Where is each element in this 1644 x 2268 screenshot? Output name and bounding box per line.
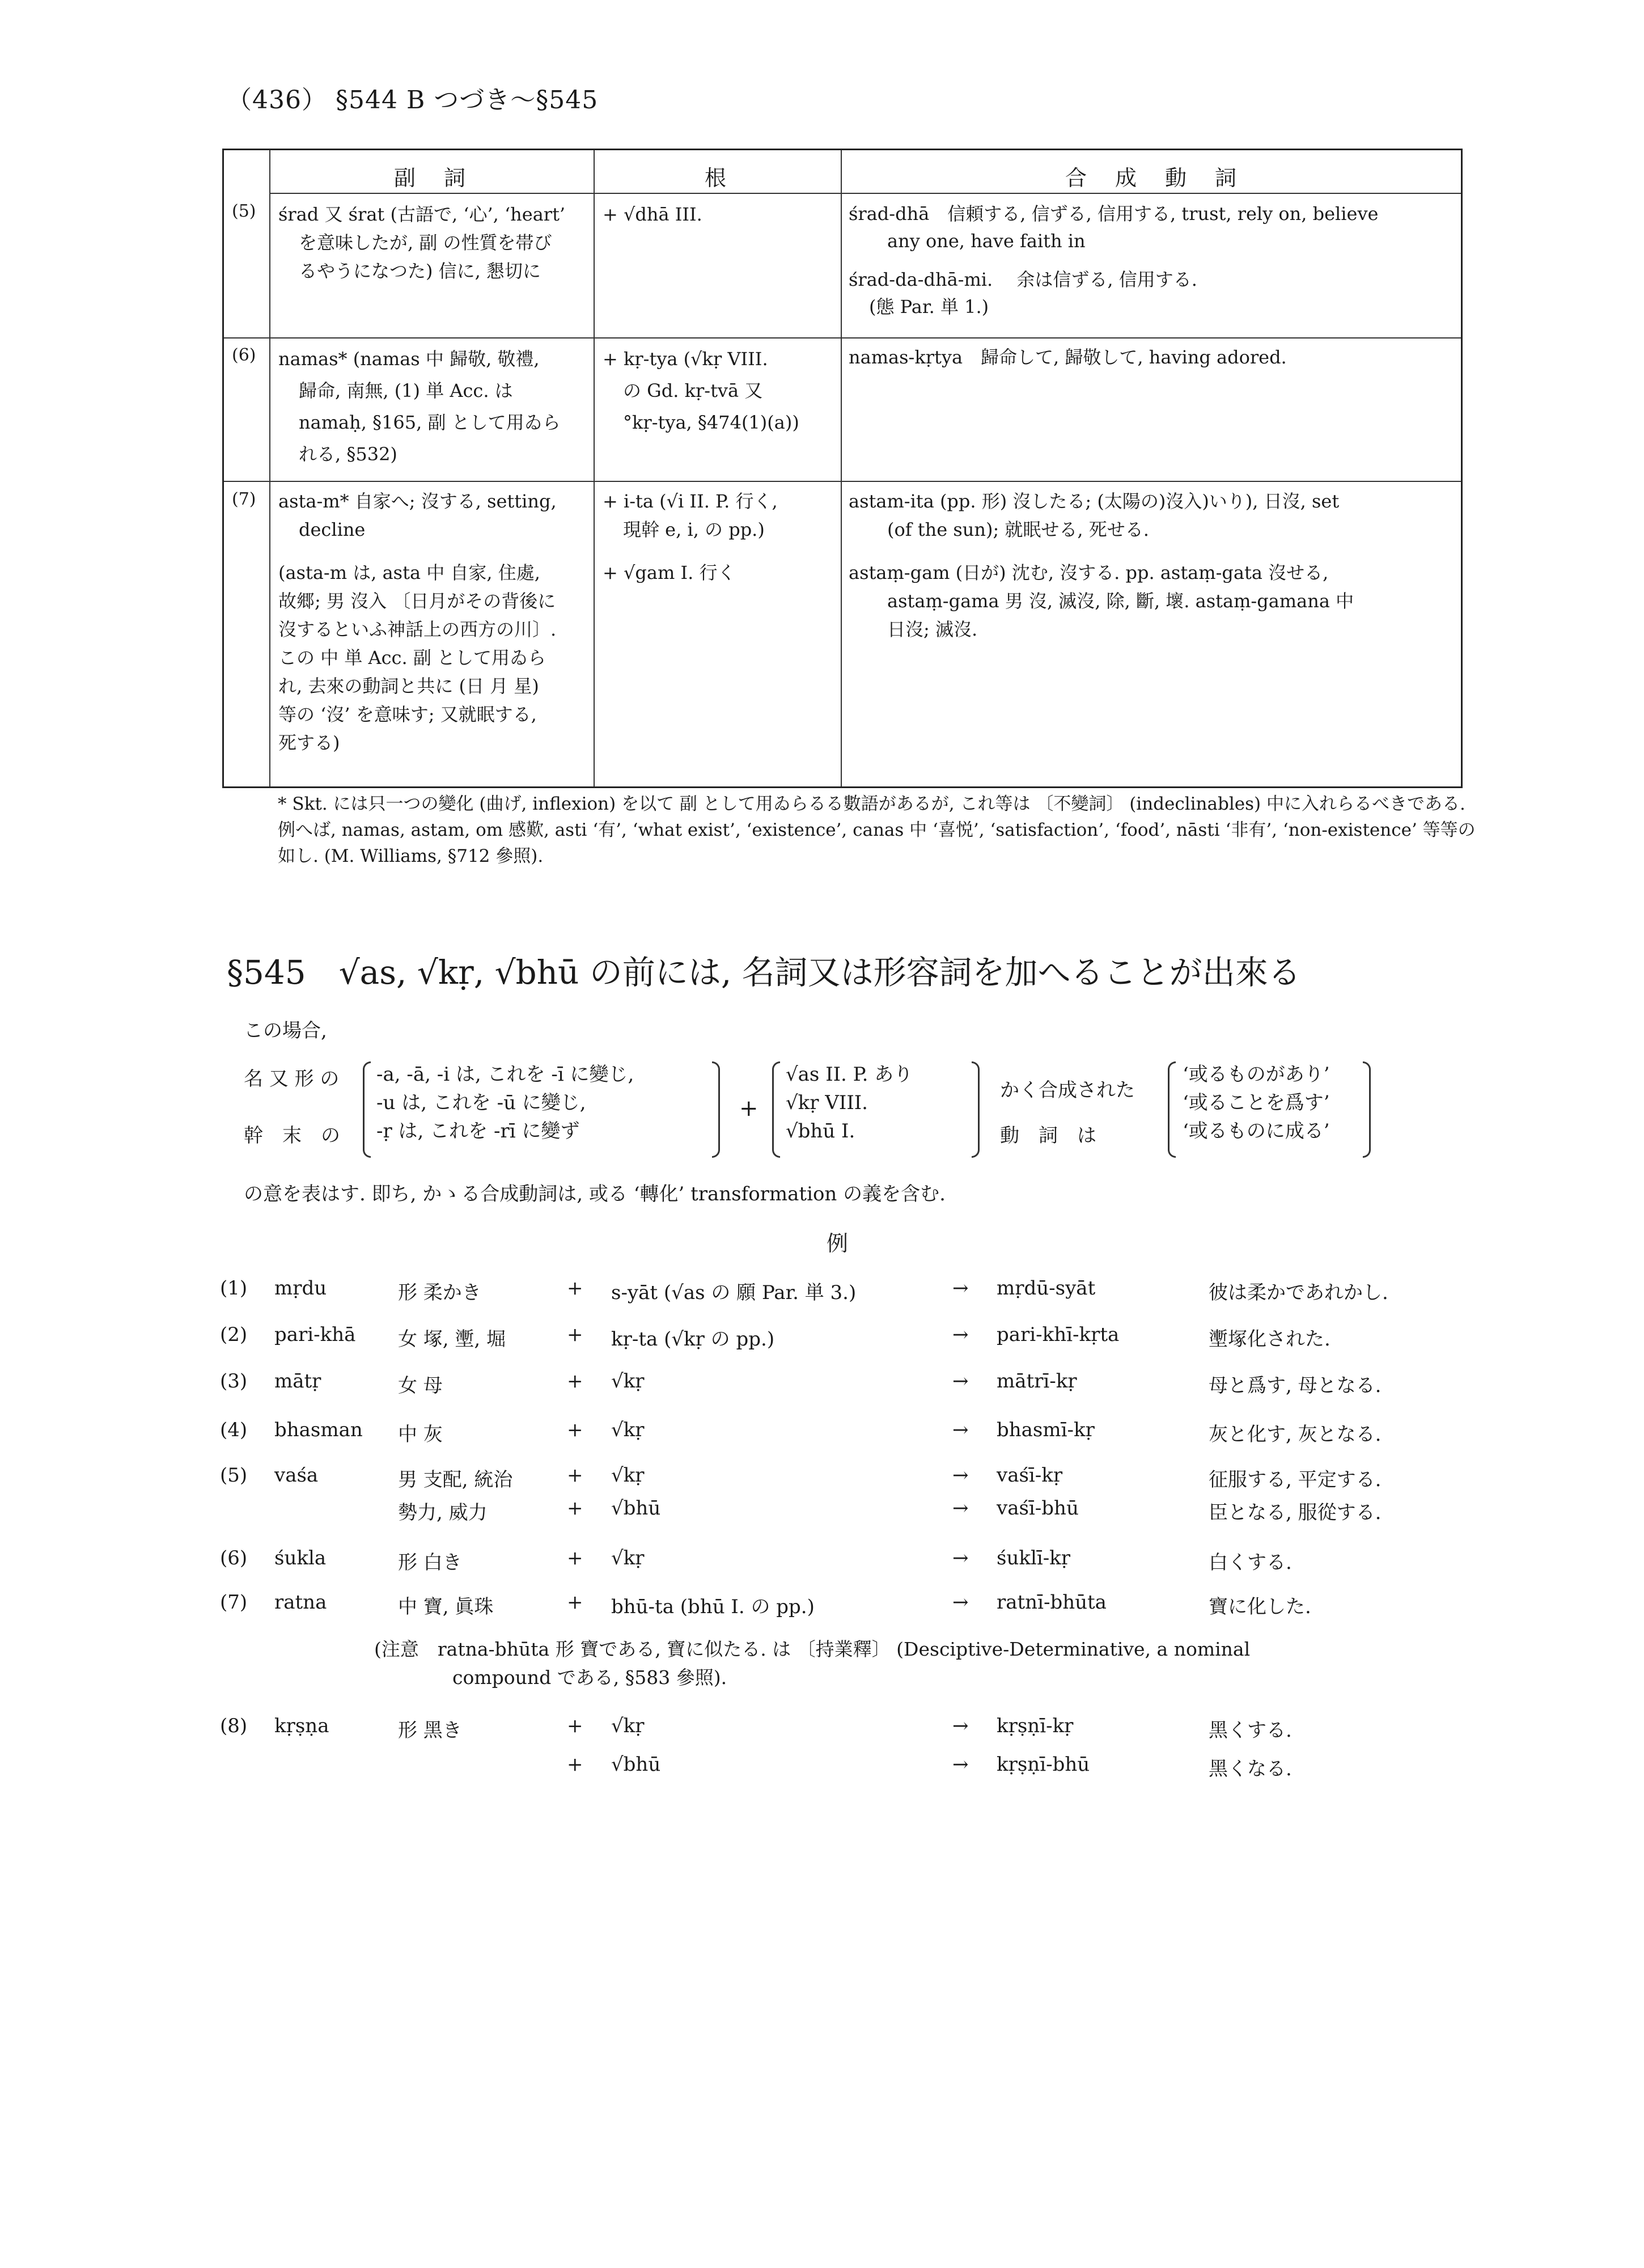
footnote: * Skt. には只一つの變化 (曲げ, inflexion) を以て 副 として用ゐらるる數語があるが, これ等は 〔不變詞〕 (indeclinables) 中に入れらるべきである. 例へば, namas, astam, om 感歎, asti ‘有’, ‘what exist’, ‘existence’, canas 中 ‘喜悦’, ‘satisfaction’, ‘food’, nāsti ‘非有’, ‘non-existence’ 等等の如し. (M. Williams, §712 參照).	[278, 794, 1476, 866]
text-line: √bhū I.	[786, 1120, 855, 1143]
example-number: (8)	[220, 1715, 248, 1737]
example-result: bhasmī-kṛ	[997, 1419, 1095, 1441]
arrow-icon: →	[952, 1591, 969, 1614]
text-line: 沒するといふ神話上の西方の川〕.	[278, 619, 557, 640]
text-line: この 中 単 Acc. 副 として用ゐら	[278, 647, 546, 668]
intro-text: この場合,	[244, 1019, 327, 1042]
table-col-divider	[594, 150, 595, 786]
plus-sign: +	[567, 1323, 583, 1346]
right-brace	[1363, 1061, 1371, 1158]
plus-sign: +	[567, 1715, 583, 1737]
example-word: vaśa	[274, 1464, 319, 1487]
spacer	[278, 544, 591, 558]
plus-sign: +	[567, 1591, 583, 1614]
table-row-divider	[224, 481, 1461, 482]
text-line: (of the sun); 就眠せる, 死せる.	[887, 519, 1149, 540]
example-word: śukla	[274, 1547, 327, 1569]
example-meaning: 征服する, 平定する.	[1209, 1469, 1382, 1491]
plus-sign: +	[567, 1419, 583, 1441]
text-line: decline	[299, 519, 366, 540]
text-line: + √dhā III.	[603, 204, 702, 225]
table-header-root: 根	[704, 166, 730, 191]
plus-sign: +	[567, 1370, 583, 1393]
example-gloss: 男 支配, 統治	[398, 1469, 513, 1491]
left-brace	[1168, 1061, 1176, 1158]
table-row-divider	[224, 337, 1461, 338]
examples-heading: 例	[827, 1231, 849, 1256]
example-result: mātrī-kṛ	[997, 1370, 1077, 1393]
row-number: (6)	[232, 345, 256, 365]
table-header-compound: 合 成 動 詞	[1065, 166, 1240, 191]
example-gloss: 中 寶, 眞珠	[398, 1596, 494, 1618]
text-line: + √gam I. 行く	[603, 562, 736, 583]
text-line: compound である, §583 參照).	[452, 1666, 727, 1689]
text-line: ‘或ることを爲す’	[1183, 1091, 1330, 1114]
example-meaning: 臣となる, 服從する.	[1209, 1501, 1382, 1524]
example-gloss: 勢力, 威力	[398, 1501, 488, 1524]
compound-cell	[849, 343, 1461, 371]
arrow-icon: →	[952, 1419, 969, 1441]
note	[374, 1635, 1474, 1692]
arrow-icon: →	[952, 1497, 969, 1520]
text-line: + kṛ-tya (√kṛ VIII.	[603, 348, 768, 370]
arrow-icon: →	[952, 1753, 969, 1776]
adverb-compound-table	[222, 149, 1463, 788]
text-line: (態 Par. 単 1.)	[869, 296, 989, 318]
text-line: astaṃ-gam (日が) 沈む, 沒する. pp. astaṃ-gata 沒せる,	[849, 562, 1329, 583]
text-line: 現幹 e, i, の pp.)	[623, 519, 765, 540]
root-cell	[603, 343, 835, 438]
example-word: ratna	[274, 1591, 327, 1614]
example-gloss: 女 母	[398, 1374, 443, 1397]
text-line: 故郷; 男 沒入 〔日月がその背後に	[278, 590, 556, 612]
root-cell	[603, 200, 835, 229]
text-line: any one, have faith in	[887, 230, 1086, 252]
example-result: mṛdū-syāt	[997, 1277, 1096, 1300]
compound-cell	[849, 200, 1461, 320]
example-word: mātṛ	[274, 1370, 321, 1393]
text-line: ‘或るものがあり’	[1183, 1063, 1330, 1086]
plus-sign: +	[567, 1464, 583, 1487]
text-line: 等の ‘沒’ を意味す; 又就眠する,	[278, 704, 537, 725]
plus-sign: +	[567, 1497, 583, 1520]
spacer	[603, 544, 835, 558]
text-line: √kṛ VIII.	[786, 1091, 868, 1114]
example-meaning: 白くする.	[1209, 1551, 1292, 1574]
plus-sign: +	[567, 1753, 583, 1776]
example-root: bhū-ta (bhū I. の pp.)	[611, 1596, 815, 1618]
text-line: (asta-m は, asta 中 自家, 住處,	[278, 562, 540, 583]
adverb-cell	[278, 487, 591, 757]
example-gloss: 形 白き	[398, 1551, 462, 1574]
example-result: kṛṣṇī-bhū	[997, 1753, 1090, 1776]
example-result: vaśī-kṛ	[997, 1464, 1063, 1487]
example-meaning: 寶に化した.	[1209, 1596, 1311, 1618]
diagram-left-label: 名 又 形 の	[244, 1068, 340, 1090]
meaning-text: の意を表はす. 即ち, かゝる合成動詞は, 或る ‘轉化’ transformation の義を含む.	[244, 1183, 946, 1205]
plus-sign: +	[739, 1095, 759, 1122]
arrow-icon: →	[952, 1464, 969, 1487]
text-line: asta-m* 自家へ; 沒する, setting,	[278, 490, 557, 512]
text-line: (注意 ratna-bhūta 形 寶である, 寶に似たる. は 〔持業釋〕 (Desciptive-Determinative, a nominal	[374, 1638, 1251, 1660]
root-list	[786, 1060, 913, 1145]
text-line: śrad-dhā 信頼する, 信ずる, 信用する, trust, rely on, believe	[849, 203, 1379, 225]
example-gloss: 中 灰	[398, 1423, 443, 1446]
example-result: vaśī-bhū	[997, 1497, 1079, 1520]
example-number: (2)	[220, 1323, 248, 1346]
row-number: (7)	[232, 489, 256, 509]
example-root: √kṛ	[611, 1547, 645, 1569]
arrow-icon: →	[952, 1323, 969, 1346]
example-meaning: 黑くする.	[1209, 1719, 1292, 1742]
example-gloss: 女 塚, 壍, 堀	[398, 1328, 506, 1351]
text-line: śrad-da-dhā-mi. 余は信ずる, 信用する.	[849, 269, 1197, 290]
text-line: astaṃ-gama 男 沒, 滅沒, 除, 斷, 壞. astaṃ-gamana 中	[887, 590, 1354, 612]
text-line: -a, -ā, -i は, これを -ī に變じ,	[376, 1063, 634, 1086]
example-result: pari-khī-kṛta	[997, 1323, 1120, 1346]
spacer	[849, 544, 1461, 558]
text-line: ‘或るものに成る’	[1183, 1120, 1330, 1143]
page-number: （436）	[227, 86, 327, 115]
text-line: れ, 去來の動詞と共に (日 月 星)	[278, 675, 539, 697]
text-line: 死する)	[278, 732, 340, 754]
text-line: namas-kṛtya 歸命して, 歸敬して, having adored.	[849, 346, 1287, 368]
table-header-adverb: 副 詞	[393, 166, 469, 191]
arrow-icon: →	[952, 1277, 969, 1300]
example-root: √kṛ	[611, 1464, 645, 1487]
example-meaning: 彼は柔かであれかし.	[1209, 1281, 1388, 1304]
text-line: -ṛ は, これを -rī に變ず	[376, 1120, 580, 1143]
example-gloss: 形 柔かき	[398, 1281, 481, 1304]
plus-sign: +	[567, 1547, 583, 1569]
example-word: kṛṣṇa	[274, 1715, 329, 1737]
text-line: 歸命, 南無, (1) 単 Acc. は	[299, 380, 513, 401]
example-result: kṛṣṇī-kṛ	[997, 1715, 1074, 1737]
example-word: bhasman	[274, 1419, 363, 1441]
arrow-icon: →	[952, 1715, 969, 1737]
adverb-cell	[278, 343, 591, 470]
row-number: (5)	[232, 201, 256, 221]
right-brace	[712, 1061, 720, 1158]
example-result: śuklī-kṛ	[997, 1547, 1071, 1569]
left-brace	[772, 1061, 780, 1158]
text-line: を意味したが, 副 の性質を帯び	[299, 232, 552, 253]
compound-cell	[849, 487, 1461, 644]
example-gloss: 形 黑き	[398, 1719, 462, 1742]
example-root: s-yāt (√as の 願 Par. 単 3.)	[611, 1281, 857, 1304]
text-line: -u は, これを -ū に變じ,	[376, 1091, 586, 1114]
stem-rules	[376, 1060, 634, 1145]
text-line: + i-ta (√i II. P. 行く,	[603, 490, 778, 512]
example-number: (4)	[220, 1419, 248, 1441]
example-meaning: 壍塚化された.	[1209, 1328, 1331, 1351]
page-header	[227, 79, 598, 116]
example-number: (3)	[220, 1370, 248, 1393]
text-line: るやうになつた) 信に, 懇切に	[299, 260, 541, 282]
example-number: (5)	[220, 1464, 248, 1487]
text-line: °kṛ-tya, §474(1)(a))	[623, 412, 799, 433]
right-brace	[972, 1061, 980, 1158]
example-result: ratnī-bhūta	[997, 1591, 1107, 1614]
example-meaning: 母と爲す, 母となる.	[1209, 1374, 1382, 1397]
example-meaning: 黑くなる.	[1209, 1758, 1292, 1780]
text-line: れる, §532)	[299, 443, 397, 465]
diagram-mid-label: 動 詞 は	[1000, 1124, 1096, 1147]
text-line: 日沒; 滅沒.	[887, 619, 978, 640]
example-meaning: 灰と化す, 灰となる.	[1209, 1423, 1382, 1446]
text-line: śrad 又 śrat (古語で, ‘心’, ‘heart’	[278, 204, 566, 225]
adverb-cell	[278, 200, 591, 285]
left-brace	[363, 1061, 371, 1158]
table-col-divider	[841, 150, 842, 786]
example-root: √kṛ	[611, 1370, 645, 1393]
arrow-icon: →	[952, 1370, 969, 1393]
diagram-mid-label: かく合成された	[1000, 1079, 1135, 1102]
text-line: の Gd. kṛ-tvā 又	[623, 380, 763, 401]
text-line: namaḥ, §165, 副 として用ゐら	[299, 412, 561, 433]
spacer	[849, 255, 1461, 266]
root-cell	[603, 487, 835, 587]
example-root: kṛ-ta (√kṛ の pp.)	[611, 1328, 775, 1351]
example-word: pari-khā	[274, 1323, 356, 1346]
diagram-left-label: 幹 末 の	[244, 1124, 340, 1147]
text-line: namas* (namas 中 歸敬, 敬禮,	[278, 348, 540, 370]
example-root: √bhū	[611, 1753, 661, 1776]
example-root: √bhū	[611, 1497, 661, 1520]
section-title: §545 √as, √kṛ, √bhū の前には, 名詞又は形容詞を加へることが出來る	[227, 953, 1301, 992]
plus-sign: +	[567, 1277, 583, 1300]
example-number: (6)	[220, 1547, 248, 1569]
table-col-divider	[269, 150, 270, 786]
meaning-list	[1183, 1060, 1330, 1145]
text-line: astam-ita (pp. 形) 沒したる; (太陽の)沒入)いり), 日沒, set	[849, 490, 1340, 512]
arrow-icon: →	[952, 1547, 969, 1569]
example-root: √kṛ	[611, 1715, 645, 1737]
text-line: √as II. P. あり	[786, 1063, 913, 1086]
example-number: (1)	[220, 1277, 248, 1300]
table-row-divider	[269, 193, 1461, 194]
header-section: §544 B つづき〜§545	[335, 86, 599, 115]
example-root: √kṛ	[611, 1419, 645, 1441]
example-word: mṛdu	[274, 1277, 327, 1300]
example-number: (7)	[220, 1591, 248, 1614]
